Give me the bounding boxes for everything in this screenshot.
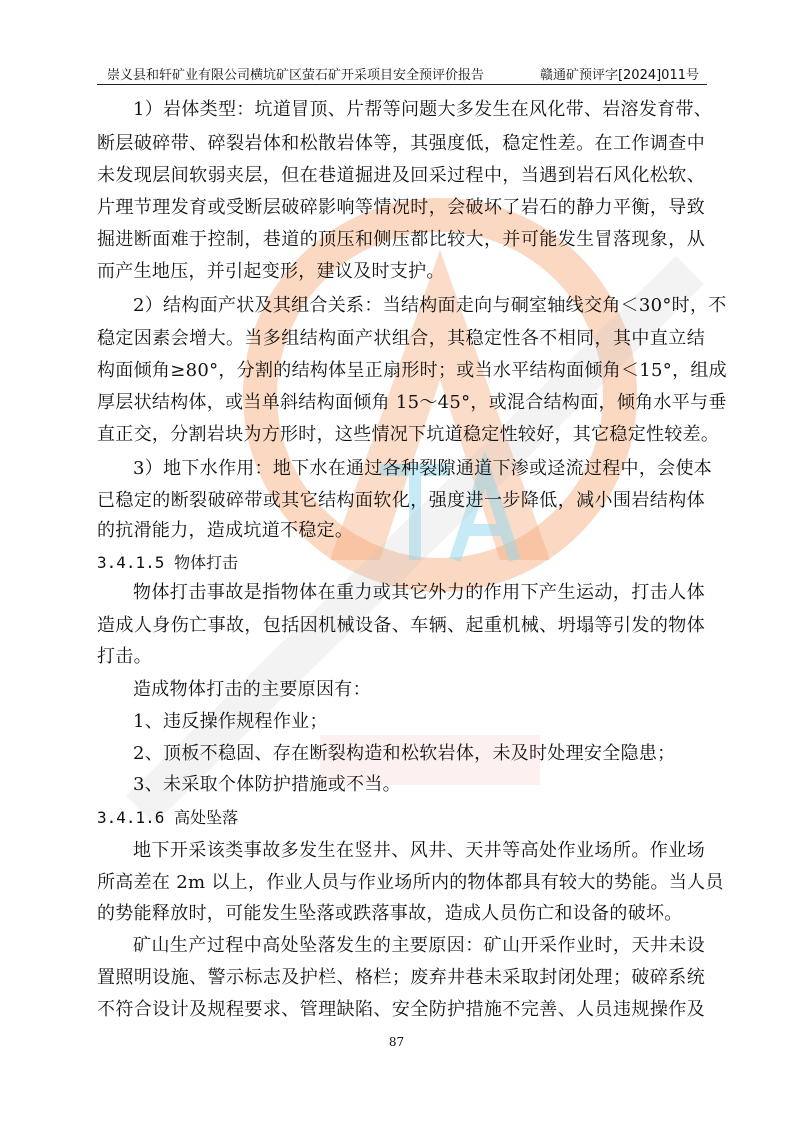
section-heading: 3.4.1.6 高处坠落 — [97, 808, 239, 827]
document-number: 赣通矿预评字[2024]011号 — [539, 68, 699, 83]
text-line: 直正交，分割岩块为方形时，这些情况下坑道稳定性较好，其它稳定性较差。 — [97, 424, 720, 445]
text-line: 2）结构面产状及其组合关系：当结构面走向与硐室轴线交角＜30°时，不 — [133, 295, 727, 316]
text-line: 置照明设施、警示标志及护栏、格栏；废弃井巷未采取封闭处理；破碎系统 — [97, 967, 705, 988]
page-number: 87 — [388, 1035, 405, 1049]
text-line: 的势能释放时，可能发生坠落或跌落事故，造成人员伤亡和设备的破坏。 — [97, 903, 683, 924]
list-item: 2、顶板不稳固、存在断裂构造和松软岩体，未及时处理安全隐患； — [133, 743, 676, 764]
page-header — [97, 64, 707, 85]
text-line: 厚层状结构体，或当单斜结构面倾角 15～45°，或混合结构面，倾角水平与垂 — [97, 392, 727, 413]
text-line: 断层破碎带、碎裂岩体和松散岩体等，其强度低，稳定性差。在工作调查中 — [97, 133, 705, 154]
text-line: 掘进断面难于控制，巷道的顶压和侧压都比较大，并可能发生冒落现象，从 — [97, 229, 705, 250]
text-line: 物体打击事故是指物体在重力或其它外力的作用下产生运动，打击人体 — [133, 582, 705, 603]
text-line: 矿山生产过程中高处坠落发生的主要原因：矿山开采作业时，天井未设 — [133, 935, 705, 956]
text-line: 地下开采该类事故多发生在竖井、风井、天井等高处作业场所。作业场 — [133, 840, 705, 861]
list-item: 1、违反操作规程作业； — [133, 711, 328, 732]
text-line: 3）地下水作用：地下水在通过各种裂隙通道下渗或迳流过程中，会使本 — [133, 458, 713, 479]
text-line: 已稳定的断裂破碎带或其它结构面软化，强度进一步降低，减小围岩结构体 — [97, 490, 705, 511]
text-line: 未发现层间软弱夹层，但在巷道掘进及回采过程中，当遇到岩石风化松软、 — [97, 165, 705, 186]
list-item: 3、未采取个体防护措施或不当。 — [133, 774, 401, 795]
text-line: 造成物体打击的主要原因有： — [133, 679, 371, 700]
text-line: 构面倾角≥80°，分割的结构体呈正扇形时；或当水平结构面倾角＜15°，组成 — [97, 360, 727, 381]
section-heading: 3.4.1.5 物体打击 — [97, 553, 239, 572]
text-line: 1）岩体类型：坑道冒顶、片帮等问题大多发生在风化带、岩溶发育带、 — [133, 99, 713, 120]
text-line: 造成人身伤亡事故，包括因机械设备、车辆、起重机械、坍塌等引发的物体 — [97, 615, 705, 636]
text-line: 的抗滑能力，造成坑道不稳定。 — [97, 520, 354, 541]
text-line: 所高差在 2m 以上，作业人员与作业场所内的物体都具有较大的势能。当人员 — [97, 872, 724, 893]
text-line: 不符合设计及规程要求、管理缺陷、安全防护措施不完善、人员违规操作及 — [97, 999, 705, 1020]
text-line: 片理节理发育或受断层破碎影响等情况时，会破坏了岩石的静力平衡，导致 — [97, 197, 705, 218]
report-title: 崇义县和轩矿业有限公司横坑矿区萤石矿开采项目安全预评价报告 — [107, 68, 485, 83]
text-line: 稳定因素会增大。当多组结构面产状组合，其稳定性各不相同，其中直立结 — [97, 328, 705, 349]
text-line: 打击。 — [97, 646, 152, 667]
text-line: 而产生地压，并引起变形，建议及时支护。 — [97, 261, 445, 282]
watermark-logo-letters — [380, 470, 515, 560]
